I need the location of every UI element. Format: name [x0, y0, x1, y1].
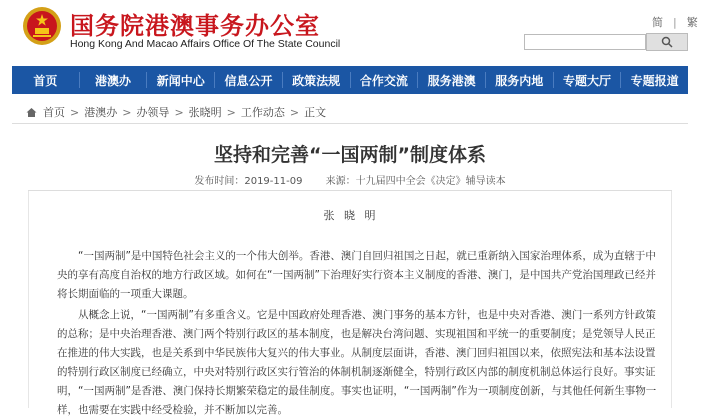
search-input[interactable] — [524, 34, 646, 50]
paragraph: “一国两制”是中国特色社会主义的一个伟大创举。香港、澳门自回归祖国之日起，就已重新纳入国家治理体系，成为直辖于中央的享有高度自治权的地方行政区域。如何在“一国两制”下治理好实行资本主义制度的香港、澳门，是中国共产党治国理政已经并将长期面临的一项重大课题。 — [57, 250, 656, 300]
breadcrumb-current: 正文 — [304, 106, 327, 119]
site-header — [0, 0, 700, 66]
national-emblem-icon[interactable] — [22, 6, 62, 46]
breadcrumb-divider — [12, 123, 688, 124]
article-source: 来源：十九届四中全会《决定》辅导读本 — [325, 176, 506, 187]
nav-item-policy[interactable]: 政策法规 — [292, 73, 341, 88]
home-icon — [26, 107, 37, 118]
breadcrumb-separator: > — [70, 105, 80, 119]
breadcrumb-person[interactable]: 张晓明 — [188, 106, 222, 119]
nav-item-serve-hkmo[interactable]: 服务港澳 — [427, 73, 476, 88]
nav-item-info[interactable]: 信息公开 — [224, 73, 273, 88]
publish-date: 发布时间：2019-11-09 — [194, 176, 303, 187]
article-body — [28, 191, 672, 416]
breadcrumb-separator: > — [226, 105, 236, 119]
lang-traditional-link[interactable]: 繁 — [686, 16, 698, 29]
breadcrumb-separator: > — [289, 105, 300, 119]
breadcrumb-work-news[interactable]: 工作动态 — [240, 106, 285, 119]
lang-simplified-link[interactable]: 简 — [652, 16, 663, 29]
search-icon — [661, 36, 673, 48]
breadcrumb-leaders[interactable]: 办领导 — [136, 106, 170, 119]
nav-item-home[interactable]: 首页 — [33, 73, 58, 88]
article-meta — [0, 172, 700, 187]
article-author: 张 晓 明 — [323, 209, 379, 222]
article-title: 坚持和完善“一国两制”制度体系 — [214, 144, 486, 166]
breadcrumb-hmo[interactable]: 港澳办 — [84, 106, 118, 119]
language-switch — [652, 14, 708, 30]
nav-item-special-report[interactable]: 专题报道 — [630, 73, 679, 88]
breadcrumb-separator: > — [122, 105, 132, 119]
lang-separator: | — [673, 16, 677, 29]
breadcrumb-home[interactable]: 首页 — [43, 106, 65, 119]
nav-item-hmo[interactable]: 港澳办 — [95, 73, 132, 88]
nav-item-topic-hall[interactable]: 专题大厅 — [562, 73, 611, 88]
site-subtitle: Hong Kong And Macao Affairs Office Of The State Council — [70, 38, 341, 50]
search-button[interactable] — [646, 33, 688, 51]
nav-item-news[interactable]: 新闻中心 — [156, 73, 205, 88]
site-title[interactable]: 国务院港澳事务办公室 — [70, 12, 320, 40]
breadcrumb-separator: > — [174, 105, 184, 119]
nav-item-serve-mainland[interactable]: 服务内地 — [495, 73, 544, 88]
main-nav — [12, 66, 688, 94]
paragraph: 从概念上说，“一国两制”有多重含义。它是中国政府处理香港、澳门事务的基本方针，也是中央对香港、澳门一系列方针政策的总称；是中央治理香港、澳门两个特别行政区的基本制度，也是解决台湾问题、实现祖国和平统一的重要制度；是党领导人民正在推进的伟大实践，也是关系到中华民族伟大复兴的伟大事业。从制度层面讲，香港、澳门回归祖国以来，依照宪法和基本法设置的特别行政区制度已经确立，中央对特别行政区实行管治的体制机制逐渐健全，特别行政区内部的制度机制总体运行良好。事实证明，“一国两制”是香港、澳门保持长期繁荣稳定的最佳制度。事实也证明，“一国两制”作为一项制度创新，与其他任何新生事物一样，也需要在实践中经受检验，并不断加以完善。 — [57, 309, 657, 416]
breadcrumb — [26, 104, 329, 120]
nav-item-exchange[interactable]: 合作交流 — [359, 73, 408, 88]
